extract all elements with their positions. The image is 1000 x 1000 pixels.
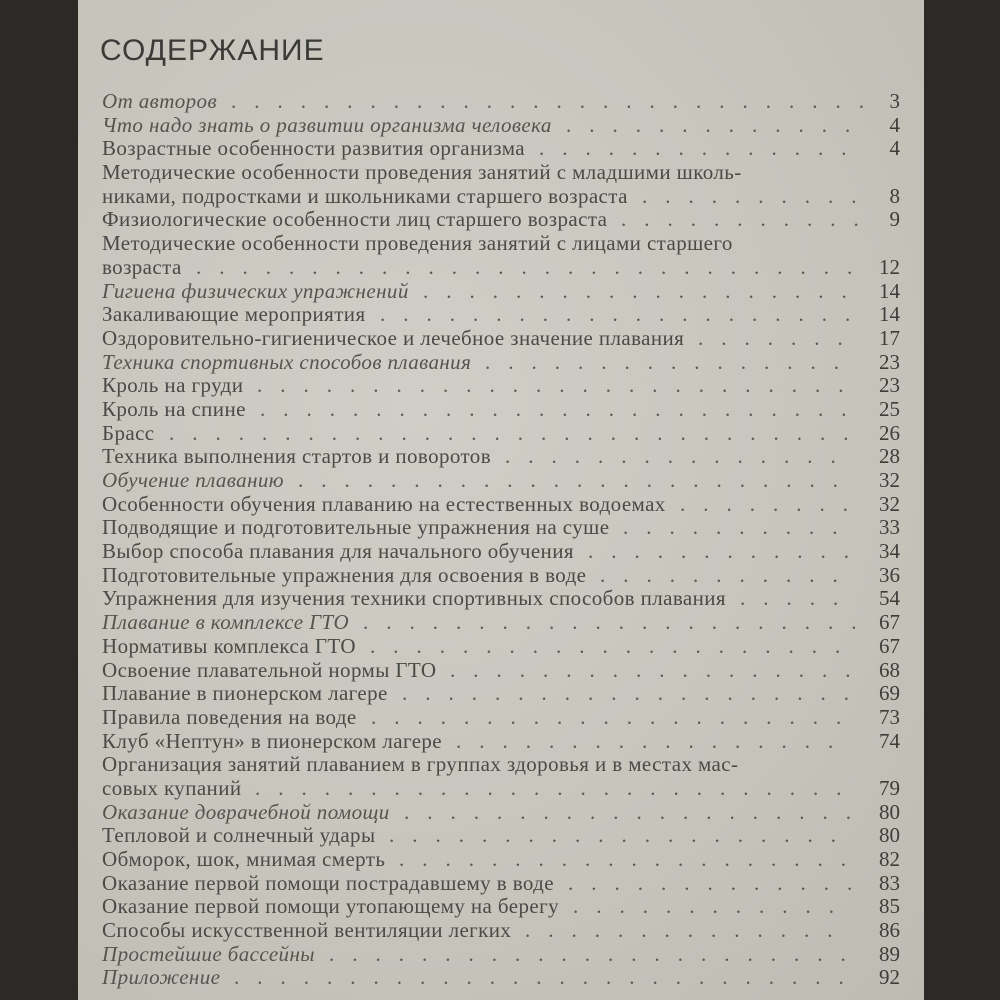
toc-entry	[102, 208, 900, 232]
toc-entry	[102, 303, 900, 327]
toc-entry-title: Приложение	[102, 965, 221, 990]
dot-leader: .............................	[196, 254, 871, 279]
toc-entry-page: 83	[879, 870, 900, 895]
toc-entry	[102, 374, 900, 398]
table-of-contents	[102, 82, 900, 990]
toc-entry	[102, 422, 900, 446]
toc-entry-page: 33	[879, 515, 900, 540]
dot-leader: .............	[568, 870, 871, 895]
toc-entry	[102, 895, 900, 919]
toc-entry-page: 67	[879, 610, 900, 635]
dot-leader: .................	[456, 728, 852, 753]
toc-entry-page: 80	[879, 799, 900, 824]
toc-entry-title: Клуб «Нептун» в пионерском лагере	[102, 728, 443, 753]
toc-entry	[102, 161, 900, 185]
toc-entry-title: Брасс	[102, 420, 155, 445]
toc-entry	[102, 540, 900, 564]
dot-leader: ............	[573, 894, 852, 919]
toc-entry	[102, 777, 900, 801]
toc-entry-title: Методические особенности проведения занятий с младшими школь-	[102, 160, 742, 185]
toc-entry	[102, 469, 900, 493]
toc-entry-page: 74	[879, 728, 900, 753]
dot-leader: ..........	[642, 183, 875, 208]
toc-entry-page: 54	[879, 586, 900, 611]
dot-leader: ..............	[525, 918, 851, 943]
toc-entry	[102, 753, 900, 777]
toc-entry	[102, 824, 900, 848]
toc-entry	[102, 493, 900, 517]
dot-leader: .....	[740, 586, 857, 611]
toc-entry-page: 32	[879, 468, 900, 492]
dot-leader: ...................	[423, 278, 865, 303]
dot-leader: ...........................	[234, 965, 862, 990]
dot-leader: ..........................	[255, 775, 860, 800]
toc-entry-page: 86	[879, 918, 900, 943]
dot-leader: ..............................	[169, 420, 867, 445]
dot-leader: ................	[485, 349, 857, 374]
toc-entry-title: Освоение плавательной нормы ГТО	[102, 657, 437, 682]
toc-entry-page: 9	[889, 207, 900, 232]
toc-entry-title: Правила поведения на воде	[102, 704, 357, 729]
dot-leader: ..............	[539, 136, 865, 161]
toc-entry-title: Оказание первой помощи пострадавшему в воде	[102, 870, 554, 895]
toc-entry-page: 36	[879, 562, 900, 587]
toc-entry-title: Организация занятий плаванием в группах здоровья и в местах мас-	[102, 752, 739, 777]
toc-entry	[102, 327, 900, 351]
toc-entry-title: Упражнения для изучения техники спортивных способов плавания	[102, 586, 726, 611]
toc-entry-title: Особенности обучения плаванию на естественных водоемах	[102, 491, 666, 516]
toc-entry	[102, 90, 900, 114]
dot-leader: ....................	[399, 847, 864, 871]
dot-leader: ..................	[450, 657, 869, 682]
toc-entry-title: Техника спортивных способов плавания	[102, 349, 472, 374]
toc-entry-page: 23	[879, 349, 900, 374]
toc-entry-title: Простейшие бассейны	[102, 941, 315, 966]
toc-entry	[102, 635, 900, 659]
toc-entry-page: 3	[889, 89, 900, 113]
toc-entry-page: 32	[879, 491, 900, 516]
toc-entry-page: 80	[879, 823, 900, 848]
toc-entry	[102, 919, 900, 943]
dot-leader: ....................	[389, 823, 854, 848]
toc-entry	[102, 587, 900, 611]
toc-entry-title: Обучение плаванию	[102, 468, 285, 492]
toc-entry-page: 68	[879, 657, 900, 682]
toc-entry-page: 85	[879, 894, 900, 919]
toc-entry-title: совых купаний	[102, 775, 242, 800]
dot-leader: .....................	[380, 302, 869, 327]
toc-entry-page: 82	[879, 847, 900, 871]
toc-entry	[102, 232, 900, 256]
toc-entry-page: 23	[879, 373, 900, 398]
toc-entry	[102, 280, 900, 304]
toc-entry-title: Гигиена физических упражнений	[102, 278, 409, 303]
toc-entry-page: 8	[889, 183, 900, 208]
dot-leader: ....................	[404, 799, 869, 824]
dot-leader: .............	[566, 112, 869, 137]
toc-entry-title: Плавание в пионерском лагере	[102, 681, 388, 706]
toc-entry	[102, 943, 900, 967]
toc-entry-title: Подготовительные упражнения для освоения в воде	[102, 562, 587, 587]
dot-leader: ....................	[402, 681, 867, 706]
toc-entry-page: 73	[879, 704, 900, 729]
toc-entry	[102, 706, 900, 730]
toc-entry-title: Техника выполнения стартов и поворотов	[102, 444, 492, 469]
dot-leader: ........................	[298, 468, 856, 492]
toc-entry-title: Возрастные особенности развития организма	[102, 136, 525, 161]
book-page	[78, 0, 924, 1000]
toc-entry	[102, 398, 900, 422]
toc-entry-title: Тепловой и солнечный удары	[102, 823, 376, 848]
toc-entry-page: 26	[879, 420, 900, 445]
page-title: СОДЕРЖАНИЕ	[100, 34, 325, 67]
toc-entry-title: Физиологические особенности лиц старшего возраста	[102, 207, 608, 232]
dot-leader: .....................	[370, 633, 859, 658]
toc-entry	[102, 114, 900, 138]
dot-leader: ...........	[621, 207, 877, 232]
dot-leader: .....................	[371, 704, 860, 729]
toc-entry-title: возраста	[102, 254, 182, 279]
toc-entry-page: 4	[889, 136, 900, 161]
toc-entry-title: Оказание доврачебной помощи	[102, 799, 390, 824]
toc-entry	[102, 682, 900, 706]
toc-entry-page: 89	[879, 941, 900, 966]
dot-leader: ............	[588, 539, 867, 564]
toc-entry-title: Способы искусственной вентиляции легких	[102, 918, 512, 943]
toc-entry-page: 69	[879, 681, 900, 706]
toc-entry-page: 25	[879, 396, 900, 421]
dot-leader: .......	[698, 325, 861, 350]
toc-entry-title: Обморок, шок, мнимая смерть	[102, 847, 386, 871]
toc-entry-title: Оказание первой помощи утопающему на берегу	[102, 894, 559, 919]
toc-entry-title: Оздоровительно-гигиеническое и лечебное значение плавания	[102, 325, 685, 350]
toc-entry-page: 4	[889, 112, 900, 137]
toc-entry-page: 79	[879, 775, 900, 800]
toc-entry	[102, 730, 900, 754]
toc-entry	[102, 659, 900, 683]
toc-entry-page: 12	[879, 254, 900, 279]
dot-leader: ...........	[600, 562, 856, 587]
toc-entry	[102, 966, 900, 990]
toc-entry-title: Нормативы комплекса ГТО	[102, 633, 356, 658]
toc-entry-title: Методические особенности проведения занятий с лицами старшего	[102, 231, 733, 256]
dot-leader: ......................	[363, 610, 875, 635]
toc-entry-page: 34	[879, 539, 900, 564]
toc-entry-title: Выбор способа плавания для начального обучения	[102, 539, 574, 564]
toc-entry	[102, 848, 900, 872]
toc-entry	[102, 872, 900, 896]
toc-entry	[102, 801, 900, 825]
dot-leader: ..........................	[257, 373, 862, 398]
dot-leader: ........	[680, 491, 866, 516]
toc-entry	[102, 137, 900, 161]
toc-entry	[102, 185, 900, 209]
toc-entry-page: 67	[879, 633, 900, 658]
toc-entry-title: Подводящие и подготовительные упражнения на суше	[102, 515, 610, 540]
toc-entry-title: Кроль на спине	[102, 396, 246, 421]
dot-leader: .......................	[329, 941, 864, 966]
toc-entry	[102, 351, 900, 375]
toc-entry	[102, 564, 900, 588]
toc-entry-title: Закаливающие мероприятия	[102, 302, 366, 327]
dot-leader: ...............	[505, 444, 854, 469]
toc-entry-title: никами, подростками и школьниками старшего возраста	[102, 183, 628, 208]
toc-entry	[102, 256, 900, 280]
toc-entry-page: 17	[879, 325, 900, 350]
toc-entry-page: 28	[879, 444, 900, 469]
toc-entry-title: От авторов	[102, 89, 217, 113]
toc-entry-title: Плавание в комплексе ГТО	[102, 610, 350, 635]
dot-leader: ............................	[231, 89, 882, 113]
toc-entry-page: 92	[879, 965, 900, 990]
toc-entry-page: 14	[879, 302, 900, 327]
toc-entry	[102, 516, 900, 540]
toc-entry-title: Кроль на груди	[102, 373, 244, 398]
toc-entry	[102, 611, 900, 635]
toc-entry-page: 14	[879, 278, 900, 303]
toc-entry	[102, 445, 900, 469]
dot-leader: ..........................	[260, 396, 865, 421]
toc-entry-title: Что надо знать о развитии организма человека	[102, 112, 552, 137]
dot-leader: ..........	[623, 515, 856, 540]
